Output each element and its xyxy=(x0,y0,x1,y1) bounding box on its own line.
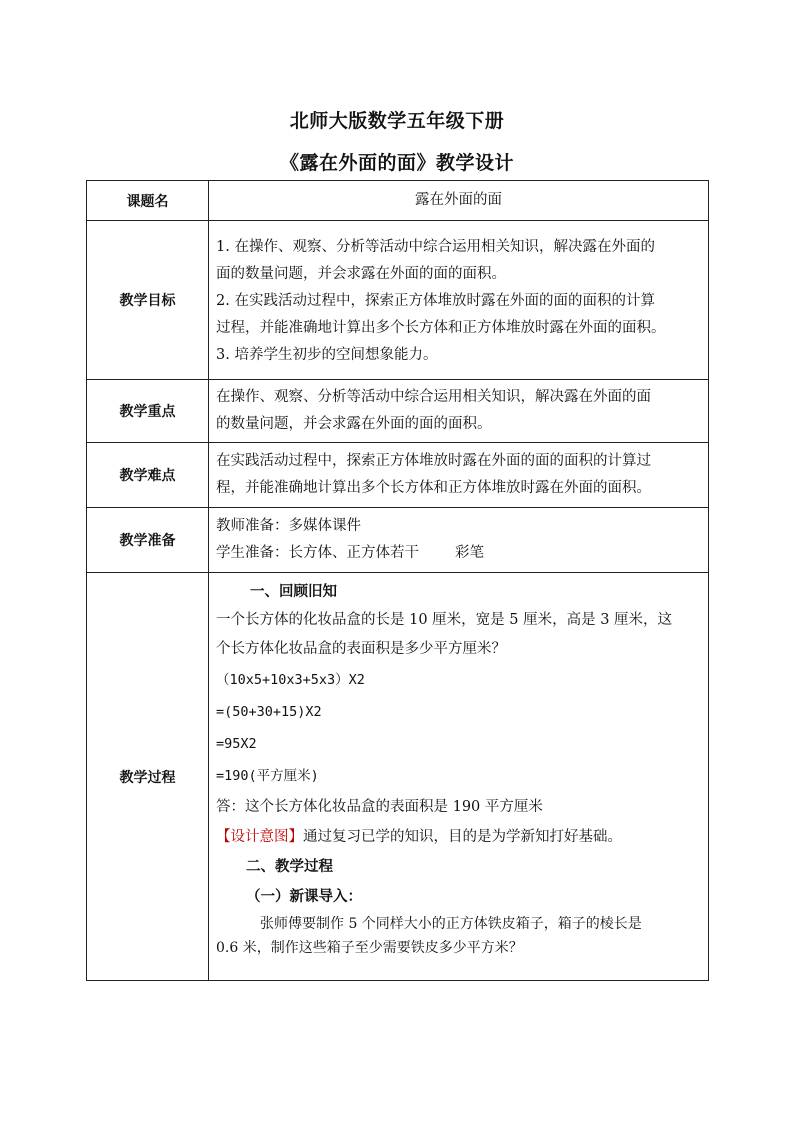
student-preparation-items: 学生准备：长方体、正方体若干 xyxy=(216,545,419,561)
label-goals: 教学目标 xyxy=(87,221,209,380)
value-process xyxy=(209,573,709,981)
design-intent xyxy=(216,822,701,852)
row-difficulties xyxy=(87,443,709,508)
row-key-points xyxy=(87,380,709,443)
goal-line: 面的数量问题，并会求露在外面的面的面积。 xyxy=(216,266,506,282)
calc-step: =95X2 xyxy=(216,736,257,752)
intro-line: 0.6 米，制作这些箱子至少需要铁皮多少平方米？ xyxy=(216,940,523,956)
row-preparation xyxy=(87,508,709,573)
design-intent-text: 通过复习已学的知识，目的是为学新知打好基础。 xyxy=(303,829,622,845)
goal-line: 过程，并能准确地计算出多个长方体和正方体堆放时露在外面的面积。 xyxy=(216,320,666,336)
value-goals xyxy=(209,221,709,380)
problem-line: 一个长方体的化妆品盒的长是 10 厘米，宽是 5 厘米，高是 3 厘米，这 xyxy=(216,612,673,628)
value-key-points xyxy=(209,380,709,443)
key-point-line: 在操作、观察、分析等活动中综合运用相关知识，解决露在外面的面 xyxy=(216,389,651,405)
student-preparation xyxy=(216,540,701,567)
goal-line: 2. 在实践活动过程中，探索正方体堆放时露在外面的面的面积的计算 xyxy=(216,293,655,309)
goal-line: 1. 在操作、观察、分析等活动中综合运用相关知识，解决露在外面的 xyxy=(216,239,655,255)
goal-line: 3. 培养学生初步的空间想象能力。 xyxy=(216,347,438,363)
row-process xyxy=(87,573,709,981)
section-heading-process: 二、教学过程 xyxy=(246,858,333,875)
section-heading-review: 一、回顾旧知 xyxy=(250,583,337,600)
key-point-line: 的数量问题，并会求露在外面的面的面积。 xyxy=(216,416,492,432)
document-subtitle: 《露在外面的面》教学设计 xyxy=(279,152,514,174)
problem-line: 个长方体化妆品盒的表面积是多少平方厘米？ xyxy=(216,641,506,657)
calc-step: =(50+30+15)X2 xyxy=(216,704,322,720)
difficulty-line: 在实践活动过程中，探索正方体堆放时露在外面的面的面积的计算过 xyxy=(216,453,651,469)
design-intent-tag: 【设计意图】 xyxy=(216,829,303,845)
value-difficulties xyxy=(209,443,709,508)
label-key-points: 教学重点 xyxy=(87,380,209,443)
value-preparation xyxy=(209,508,709,573)
value-topic: 露在外面的面 xyxy=(209,181,709,221)
label-process: 教学过程 xyxy=(87,573,209,981)
student-preparation-extra: 彩笔 xyxy=(455,545,484,561)
intro-line: 张师傅要制作 5 个同样大小的正方体铁皮箱子，箱子的棱长是 xyxy=(260,916,642,932)
calc-step: （10x5+10x3+5x3）X2 xyxy=(216,672,365,688)
lesson-plan-table xyxy=(86,180,709,981)
label-difficulties: 教学难点 xyxy=(87,443,209,508)
label-topic: 课题名 xyxy=(87,181,209,221)
document-title: 北师大版数学五年级下册 xyxy=(289,110,505,132)
calc-step: =190(平方厘米) xyxy=(216,768,319,784)
difficulty-line: 程，并能准确地计算出多个长方体和正方体堆放时露在外面的面积。 xyxy=(216,480,651,496)
teacher-preparation: 教师准备：多媒体课件 xyxy=(216,518,361,534)
answer-line: 答：这个长方体化妆品盒的表面积是 190 平方厘米 xyxy=(216,799,543,815)
sub-heading-intro: （一）新课导入： xyxy=(246,888,362,905)
label-preparation: 教学准备 xyxy=(87,508,209,573)
row-topic xyxy=(87,181,709,221)
row-goals xyxy=(87,221,709,380)
